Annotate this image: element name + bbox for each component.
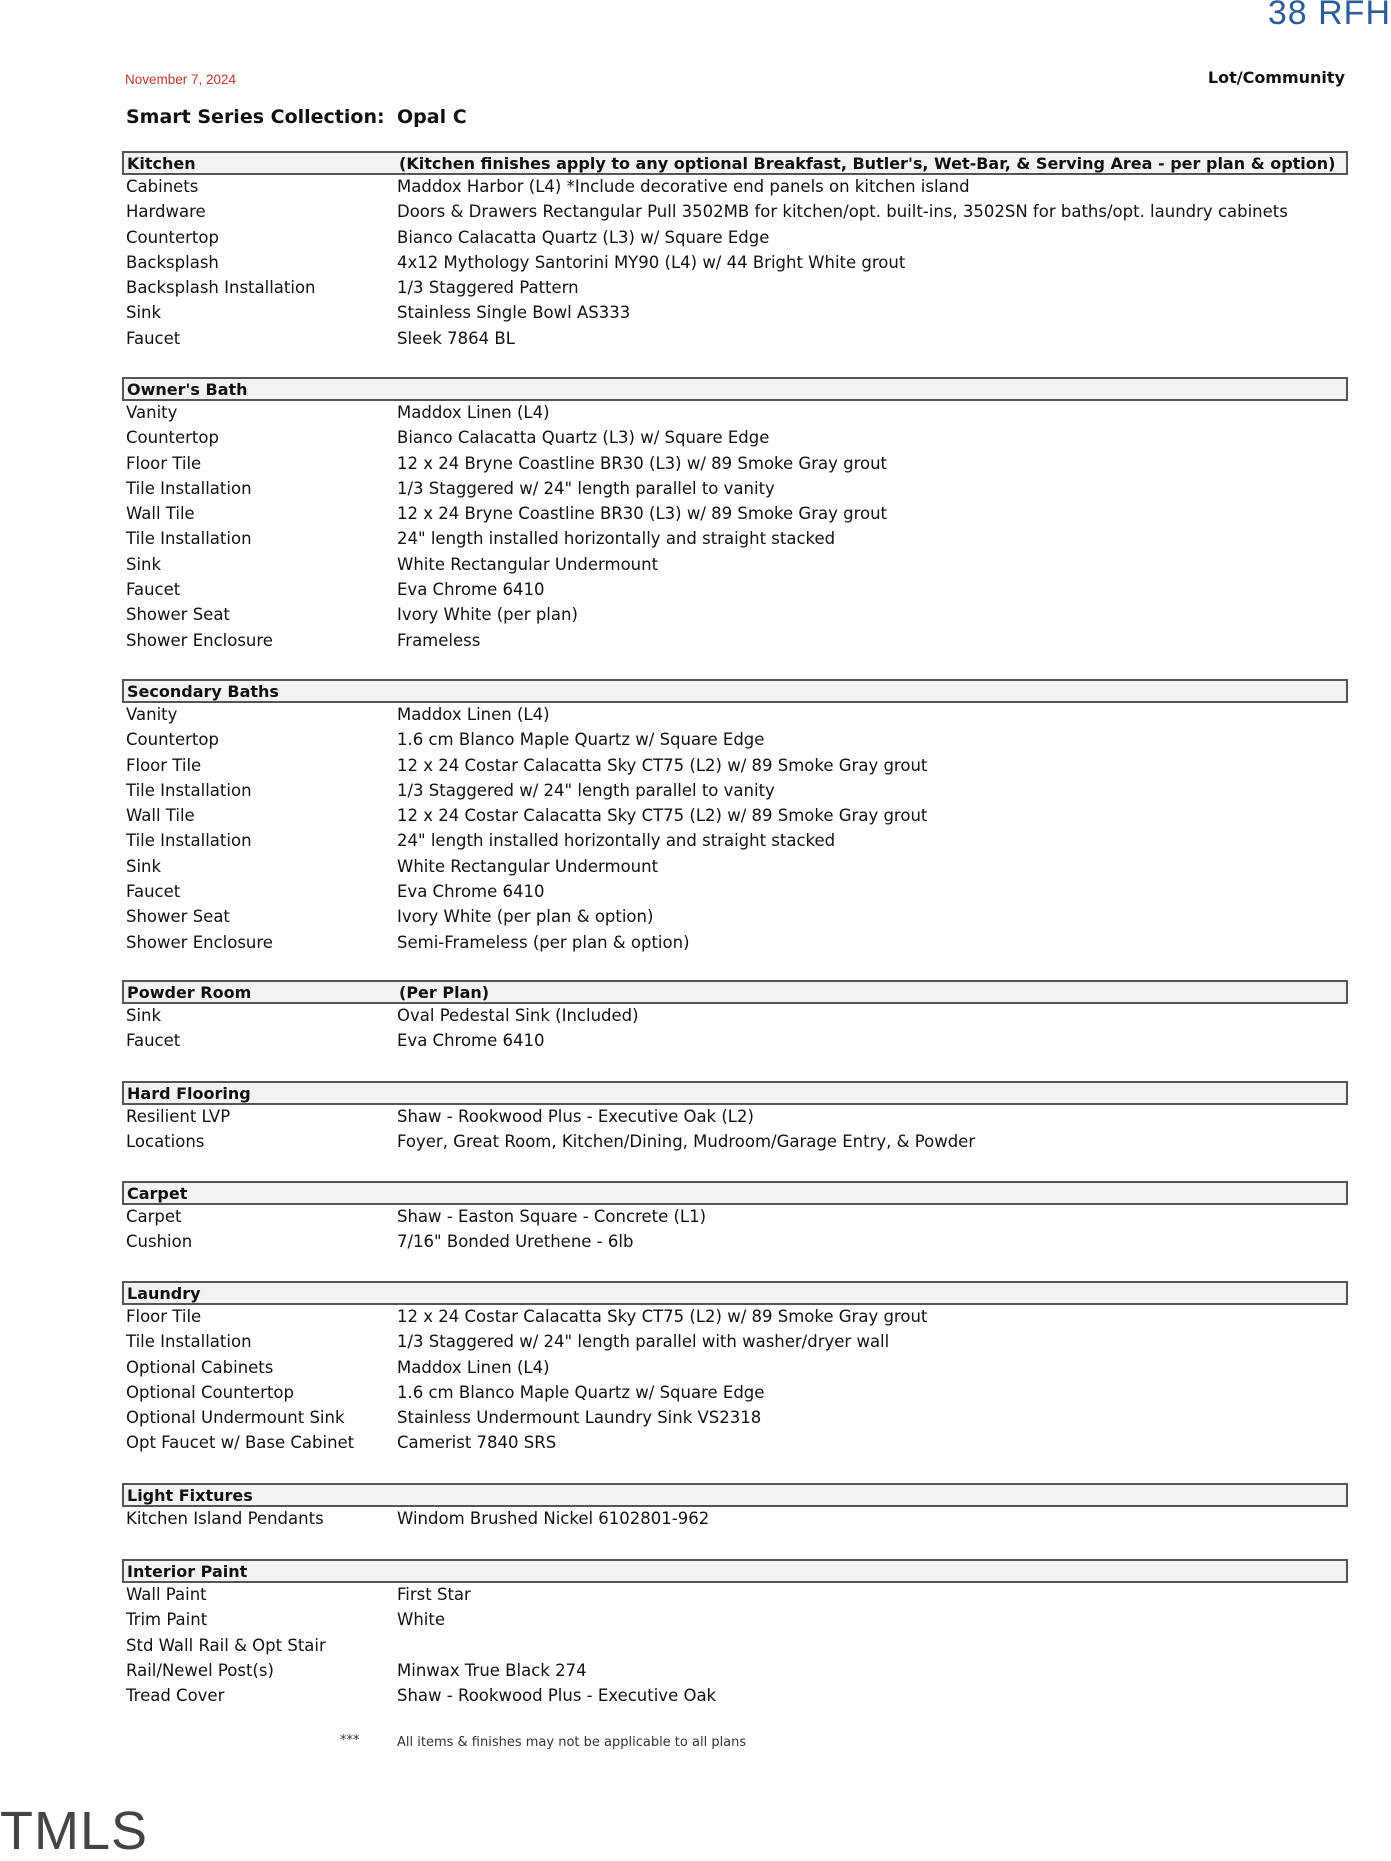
section-header xyxy=(122,377,1348,401)
spec-label: Countertop xyxy=(126,428,219,448)
spec-value: Bianco Calacatta Quartz (L3) w/ Square Edge xyxy=(397,428,770,448)
section-carpet xyxy=(122,1181,1348,1256)
spec-row xyxy=(122,527,1348,552)
spec-value: Minwax True Black 274 xyxy=(397,1660,587,1680)
spec-value: Maddox Linen (L4) xyxy=(397,403,550,422)
spec-label: Tile Installation xyxy=(126,529,252,549)
spec-label: Kitchen Island Pendants xyxy=(126,1509,324,1528)
spec-value: 1/3 Staggered w/ 24" length parallel to vanity xyxy=(397,780,775,800)
spec-value: Eva Chrome 6410 xyxy=(397,882,545,902)
spec-value: Maddox Harbor (L4) *Include decorative end panels on kitchen island xyxy=(397,177,970,196)
spec-row xyxy=(122,1507,1348,1532)
section-note: (Per Plan) xyxy=(399,983,490,1002)
section-header xyxy=(122,1559,1348,1583)
section-title: Light Fixtures xyxy=(127,1486,253,1505)
spec-row xyxy=(122,1330,1348,1355)
spec-label: Sink xyxy=(126,856,162,876)
spec-value: Frameless xyxy=(397,630,481,650)
spec-value: Ivory White (per plan & option) xyxy=(397,907,654,927)
spec-row xyxy=(122,301,1348,326)
section-title: Kitchen xyxy=(127,154,196,173)
spec-label: Countertop xyxy=(126,227,219,247)
spec-row xyxy=(122,175,1348,200)
section-title: Laundry xyxy=(127,1284,201,1303)
spec-row xyxy=(122,931,1348,956)
spec-label: Vanity xyxy=(126,403,178,422)
spec-label: Countertop xyxy=(126,730,219,750)
spec-label: Resilient LVP xyxy=(126,1107,231,1126)
spec-value: 1.6 cm Blanco Maple Quartz w/ Square Edge xyxy=(397,1382,765,1402)
spec-label: Cabinets xyxy=(126,177,199,196)
spec-label: Optional Cabinets xyxy=(126,1357,274,1377)
spec-row xyxy=(122,703,1348,728)
spec-value: Camerist 7840 SRS xyxy=(397,1433,557,1453)
lot-community-label: Lot/Community xyxy=(1207,68,1345,87)
spec-label: Sink xyxy=(126,1006,162,1025)
section-header xyxy=(122,1483,1348,1507)
spec-label: Faucet xyxy=(126,882,181,902)
section-kitchen xyxy=(122,151,1348,352)
spec-value: Stainless Undermount Laundry Sink VS2318 xyxy=(397,1408,762,1428)
spec-label: Shower Seat xyxy=(126,605,230,625)
spec-label: Std Wall Rail & Opt Stair xyxy=(126,1635,326,1655)
spec-label: Optional Countertop xyxy=(126,1382,294,1402)
spec-label: Tile Installation xyxy=(126,780,252,800)
spec-value: Windom Brushed Nickel 6102801-962 xyxy=(397,1509,710,1528)
section-header xyxy=(122,151,1348,175)
spec-label: Floor Tile xyxy=(126,453,202,473)
spec-label: Vanity xyxy=(126,705,178,724)
spec-value: 24" length installed horizontally and straight stacked xyxy=(397,529,836,549)
spec-value: 1.6 cm Blanco Maple Quartz w/ Square Edge xyxy=(397,730,765,750)
spec-row xyxy=(122,477,1348,502)
spec-row xyxy=(122,905,1348,930)
spec-row xyxy=(122,553,1348,578)
spec-label: Wall Paint xyxy=(126,1585,207,1604)
spec-label: Sink xyxy=(126,554,162,574)
spec-value: Ivory White (per plan) xyxy=(397,605,578,625)
footnote-text: All items & finishes may not be applicable to all plans xyxy=(397,1735,747,1750)
spec-row xyxy=(122,728,1348,753)
spec-value: Sleek 7864 BL xyxy=(397,328,515,348)
spec-row xyxy=(122,276,1348,301)
spec-row xyxy=(122,1356,1348,1381)
spec-label: Faucet xyxy=(126,1031,181,1051)
spec-row xyxy=(122,1305,1348,1330)
spec-value: White xyxy=(397,1610,445,1630)
section-header xyxy=(122,1181,1348,1205)
spec-row xyxy=(122,502,1348,527)
spec-row xyxy=(122,1230,1348,1255)
section-title: Owner's Bath xyxy=(127,380,248,399)
spec-value: Oval Pedestal Sink (Included) xyxy=(397,1006,639,1025)
spec-value: 1/3 Staggered Pattern xyxy=(397,278,579,298)
section-owner-s-bath xyxy=(122,377,1348,654)
spec-row xyxy=(122,1634,1348,1659)
spec-label: Hardware xyxy=(126,202,206,222)
spec-value: Semi-Frameless (per plan & option) xyxy=(397,932,690,952)
spec-value: Shaw - Rookwood Plus - Executive Oak (L2) xyxy=(397,1107,754,1126)
spec-row xyxy=(122,779,1348,804)
spec-value: 7/16" Bonded Urethene - 6lb xyxy=(397,1232,634,1252)
section-secondary-baths xyxy=(122,679,1348,956)
spec-label: Tread Cover xyxy=(126,1686,225,1706)
spec-value: 4x12 Mythology Santorini MY90 (L4) w/ 44 Bright White grout xyxy=(397,252,906,272)
spec-row xyxy=(122,1608,1348,1633)
section-title: Hard Flooring xyxy=(127,1084,251,1103)
spec-value: 24" length installed horizontally and straight stacked xyxy=(397,831,836,851)
spec-label: Shower Seat xyxy=(126,907,230,927)
spec-label: Opt Faucet w/ Base Cabinet xyxy=(126,1433,355,1453)
spec-row xyxy=(122,804,1348,829)
spec-value: Eva Chrome 6410 xyxy=(397,580,545,600)
spec-value: Shaw - Rookwood Plus - Executive Oak xyxy=(397,1686,717,1706)
spec-row xyxy=(122,426,1348,451)
spec-row xyxy=(122,1381,1348,1406)
spec-label: Rail/Newel Post(s) xyxy=(126,1660,274,1680)
spec-row xyxy=(122,200,1348,225)
spec-value: White Rectangular Undermount xyxy=(397,856,659,876)
spec-value: 12 x 24 Bryne Coastline BR30 (L3) w/ 89 Smoke Gray grout xyxy=(397,453,888,473)
section-header xyxy=(122,1081,1348,1105)
spec-row xyxy=(122,578,1348,603)
spec-row xyxy=(122,1684,1348,1709)
section-laundry xyxy=(122,1281,1348,1457)
spec-value: 12 x 24 Bryne Coastline BR30 (L3) w/ 89 Smoke Gray grout xyxy=(397,504,888,524)
spec-label: Sink xyxy=(126,303,162,323)
spec-row xyxy=(122,1583,1348,1608)
mls-logo: TMLS xyxy=(0,1801,149,1861)
spec-label: Backsplash Installation xyxy=(126,278,316,298)
spec-row xyxy=(122,754,1348,779)
section-title: Carpet xyxy=(127,1184,188,1203)
spec-value: 1/3 Staggered w/ 24" length parallel to vanity xyxy=(397,478,775,498)
spec-label: Trim Paint xyxy=(126,1610,208,1630)
spec-row xyxy=(122,1105,1348,1130)
spec-label: Tile Installation xyxy=(126,1332,252,1352)
section-header xyxy=(122,679,1348,703)
spec-label: Wall Tile xyxy=(126,806,195,826)
spec-value: Doors & Drawers Rectangular Pull 3502MB for kitchen/opt. built-ins, 3502SN for baths/opt. laundry cabinets xyxy=(397,202,1288,222)
section-header xyxy=(122,1281,1348,1305)
document-date: November 7, 2024 xyxy=(125,72,237,87)
spec-value: White Rectangular Undermount xyxy=(397,554,659,574)
spec-row xyxy=(122,226,1348,251)
spec-label: Cushion xyxy=(126,1232,193,1252)
spec-row xyxy=(122,1406,1348,1431)
spec-value: 1/3 Staggered w/ 24" length parallel with washer/dryer wall xyxy=(397,1332,890,1352)
spec-row xyxy=(122,251,1348,276)
section-title: Secondary Baths xyxy=(127,682,279,701)
spec-row xyxy=(122,880,1348,905)
footnote-marker: *** xyxy=(340,1733,360,1748)
section-interior-paint xyxy=(122,1559,1348,1709)
spec-row xyxy=(122,629,1348,654)
spec-label: Carpet xyxy=(126,1207,182,1226)
spec-row xyxy=(122,1029,1348,1054)
spec-label: Floor Tile xyxy=(126,1307,202,1326)
collection-label: Smart Series Collection: xyxy=(126,106,385,128)
section-hard-flooring xyxy=(122,1081,1348,1156)
section-note: (Kitchen finishes apply to any optional Breakfast, Butler's, Wet-Bar, & Serving Area - per plan & option) xyxy=(399,154,1336,173)
collection-name: Opal C xyxy=(397,106,467,128)
spec-row xyxy=(122,829,1348,854)
spec-value: Bianco Calacatta Quartz (L3) w/ Square Edge xyxy=(397,227,770,247)
spec-row xyxy=(122,603,1348,628)
spec-row xyxy=(122,1431,1348,1456)
spec-label: Shower Enclosure xyxy=(126,630,273,650)
spec-value: Shaw - Easton Square - Concrete (L1) xyxy=(397,1207,707,1226)
spec-label: Faucet xyxy=(126,328,181,348)
spec-row xyxy=(122,1659,1348,1684)
spec-value: Foyer, Great Room, Kitchen/Dining, Mudroom/Garage Entry, & Powder xyxy=(397,1132,976,1152)
spec-value: Maddox Linen (L4) xyxy=(397,705,550,724)
spec-label: Tile Installation xyxy=(126,478,252,498)
spec-value: Maddox Linen (L4) xyxy=(397,1357,550,1377)
spec-row xyxy=(122,327,1348,352)
spec-label: Floor Tile xyxy=(126,755,202,775)
spec-row xyxy=(122,401,1348,426)
spec-value: First Star xyxy=(397,1585,471,1604)
corner-tag: 38 RFH xyxy=(1267,0,1391,32)
section-powder-room xyxy=(122,980,1348,1055)
spec-row xyxy=(122,1205,1348,1230)
spec-label: Optional Undermount Sink xyxy=(126,1408,345,1428)
spec-value: 12 x 24 Costar Calacatta Sky CT75 (L2) w/ 89 Smoke Gray grout xyxy=(397,806,928,826)
section-title: Interior Paint xyxy=(127,1562,248,1581)
spec-label: Locations xyxy=(126,1132,205,1152)
spec-value: Eva Chrome 6410 xyxy=(397,1031,545,1051)
spec-label: Tile Installation xyxy=(126,831,252,851)
section-title: Powder Room xyxy=(127,983,252,1002)
spec-value: Stainless Single Bowl AS333 xyxy=(397,303,631,323)
spec-row xyxy=(122,1130,1348,1155)
spec-label: Shower Enclosure xyxy=(126,932,273,952)
spec-value: 12 x 24 Costar Calacatta Sky CT75 (L2) w/ 89 Smoke Gray grout xyxy=(397,755,928,775)
section-header xyxy=(122,980,1348,1004)
spec-label: Wall Tile xyxy=(126,504,195,524)
section-light-fixtures xyxy=(122,1483,1348,1532)
spec-label: Faucet xyxy=(126,580,181,600)
spec-row xyxy=(122,452,1348,477)
spec-value: 12 x 24 Costar Calacatta Sky CT75 (L2) w/ 89 Smoke Gray grout xyxy=(397,1307,928,1326)
spec-label: Backsplash xyxy=(126,252,219,272)
spec-row xyxy=(122,855,1348,880)
spec-row xyxy=(122,1004,1348,1029)
